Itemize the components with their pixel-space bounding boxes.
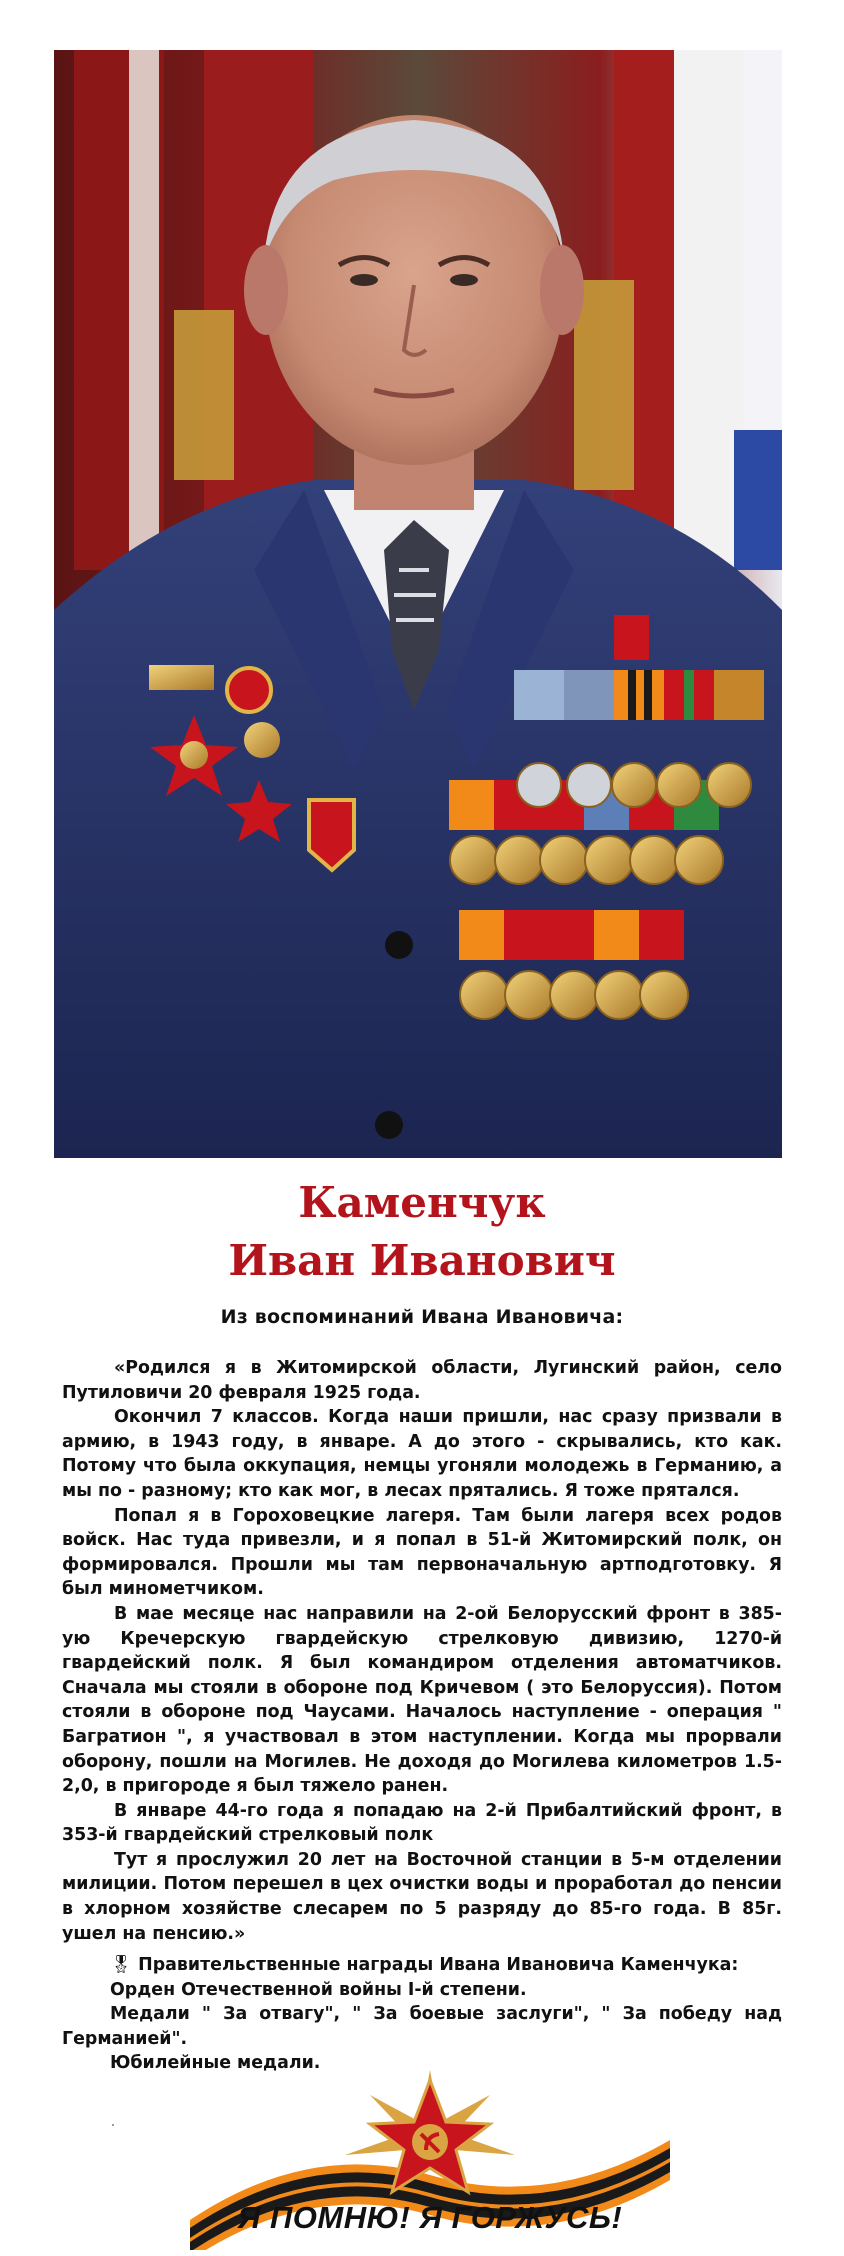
award-item: Юбилейные медали. [110,2053,321,2074]
memoir-paragraph: В мае месяце нас направили на 2-ой Белорусский фронт в 385-ую Кречерскую гвардейскую стрелковую дивизию, 1270-й гвардейский полк. Я был командиром отделения автоматчиков. Сначала мы стояли в обороне под Кричевом ( это Белоруссия). Потом стояли в обороне под Чаусами. Началось наступление - операция " Багратион ", я участвовал в этом наступлении. Когда мы прорвали оборону, пошли на Могилев. Не доходя до Могилева километров 1.5-2,0, в пригороде я был тяжело ранен. [62,1603,782,1797]
memoir-paragraph: Тут я прослужил 20 лет на Восточной станции в 5-м отделении милиции. Потом перешел в цех очистки воды и проработал до пенсии в хлорном хозяйстве слесарем по 5 разряду до 85-го года. В 85г. ушел на пенсию.» [62,1849,782,1944]
award-item: Орден Отечественной войны I-й степени. [110,1979,527,2000]
medal-icon: 🎖 [110,1955,133,1975]
memoir-text [62,1356,782,1946]
memoir-subtitle: Из воспоминаний Ивана Ивановича: [220,1306,624,1328]
awards-section [62,1953,782,2076]
portrait-illustration [54,50,782,1158]
person-last-name: Каменчук [298,1178,546,1227]
person-first-names: Иван Иванович [228,1236,616,1285]
memoir-paragraph: «Родился я в Житомирской области, Лугинский район, село Путиловичи 20 февраля 1925 года. [62,1358,782,1403]
memoir-paragraph: Попал я в Гороховецкие лагеря. Там были лагеря всех родов войск. Нас туда привезли, и я попал в 51-й Житомирский полк, он формировался. Прошли мы там первоначальную артподготовку. Я был минометчиком. [62,1505,782,1600]
portrait-photo [54,50,782,1158]
decorative-dot [112,2124,114,2126]
awards-heading: Правительственные награды Ивана Ивановича Каменчука: [138,1955,739,1975]
awards-heading-line [62,1953,782,1978]
memoir-paragraph: Окончил 7 классов. Когда наши пришли, нас сразу призвали в армию, в 1943 году, в январе. А до этого - скрывались, кто как. Потому что была оккупация, немцы угоняли молодежь в Германию, а мы по - разному; кто как мог, в лесах прятались. Я тоже прятался. [62,1407,782,1501]
slogan: Я ПОМНЮ! Я ГОРЖУСЬ! [237,2200,623,2235]
award-item: Медали " За отвагу", " За боевые заслуги", " За победу над Германией". [62,2004,782,2049]
memoir-paragraph: В январе 44-го года я попадаю на 2-й Прибалтийский фронт, в 353-й гвардейский стрелковый полк [62,1800,782,1846]
